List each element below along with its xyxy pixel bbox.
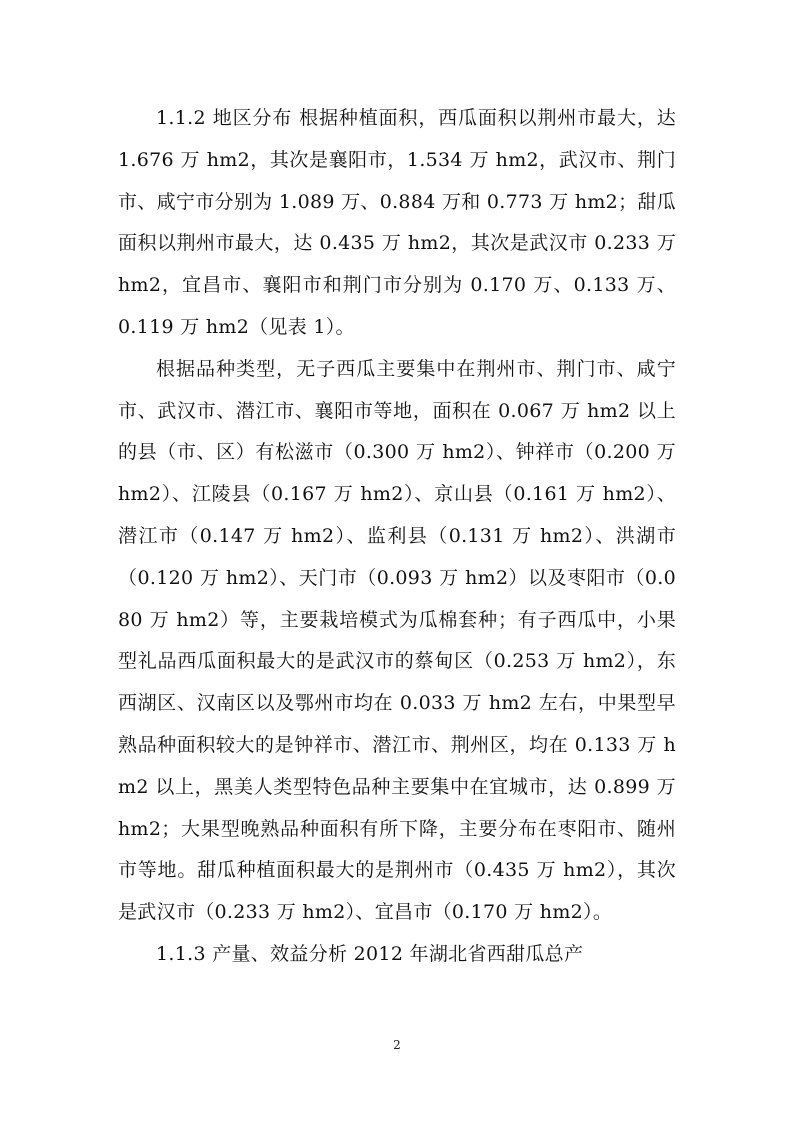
paragraph-regional-distribution (118, 98, 676, 349)
page-number: 2 (393, 1038, 401, 1052)
section-number: 1.1.3 (156, 942, 206, 965)
paragraph-text: 根据种植面积，西瓜面积以荆州市最大，达 1.676 万 hm2，其次是襄阳市，1.534 万 hm2，武汉市、荆门市、咸宁市分别为 1.089 万、0.884 万和 0.773 万 hm2；甜瓜面积以荆州市最大，达 0.435 万 hm2，其次是武汉市 0.233 万 hm2，宜昌市、襄阳市和荆门市分别为 0.170 万、0.133 万、0.119 万 hm2（见表 1）。 (118, 107, 677, 338)
section-number: 1.1.2 (156, 107, 206, 129)
section-title: 产量、效益分析 (212, 942, 348, 965)
paragraph-yield-analysis (118, 934, 676, 976)
section-title: 地区分布 (212, 107, 293, 129)
paragraph-text: 2012 年湖北省西甜瓜总产 (353, 942, 584, 965)
paragraph-variety-types (118, 349, 676, 934)
paragraph-text: 根据品种类型，无子西瓜主要集中在荆州市、荆门市、咸宁市、武汉市、潜江市、襄阳市等地，面积在 0.067 万 hm2 以上的县（市、区）有松滋市（0.300 万 hm2）、钟祥市（0.200 万 hm2）、江陵县（0.167 万 hm2）、京山县（0.161 万 hm2）、潜江市（0.147 万 hm2）、监利县（0.131 万 hm2）、洪湖市（0.120 万 hm2）、天门市（0.093 万 hm2）以及枣阳市（0.080 万 hm2）等，主要栽培模式为瓜棉套种；有子西瓜中，小果型礼品西瓜面积最大的是武汉市的蔡甸区（0.253 万 hm2），东西湖区、汉南区以及鄂州市均在 0.033 万 hm2 左右，中果型早熟品种面积较大的是钟祥市、潜江市、荆州区，均在 0.133 万 hm2 以上，黑美人类型特色品种主要集中在宜城市，达 0.899 万 hm2；大果型晚熟品种面积有所下降，主要分布在枣阳市、随州市等地。甜瓜种植面积最大的是荆州市（0.435 万 hm2），其次是武汉市（0.233 万 hm2）、宜昌市（0.170 万 hm2）。 (118, 357, 676, 924)
document-body (118, 98, 676, 976)
